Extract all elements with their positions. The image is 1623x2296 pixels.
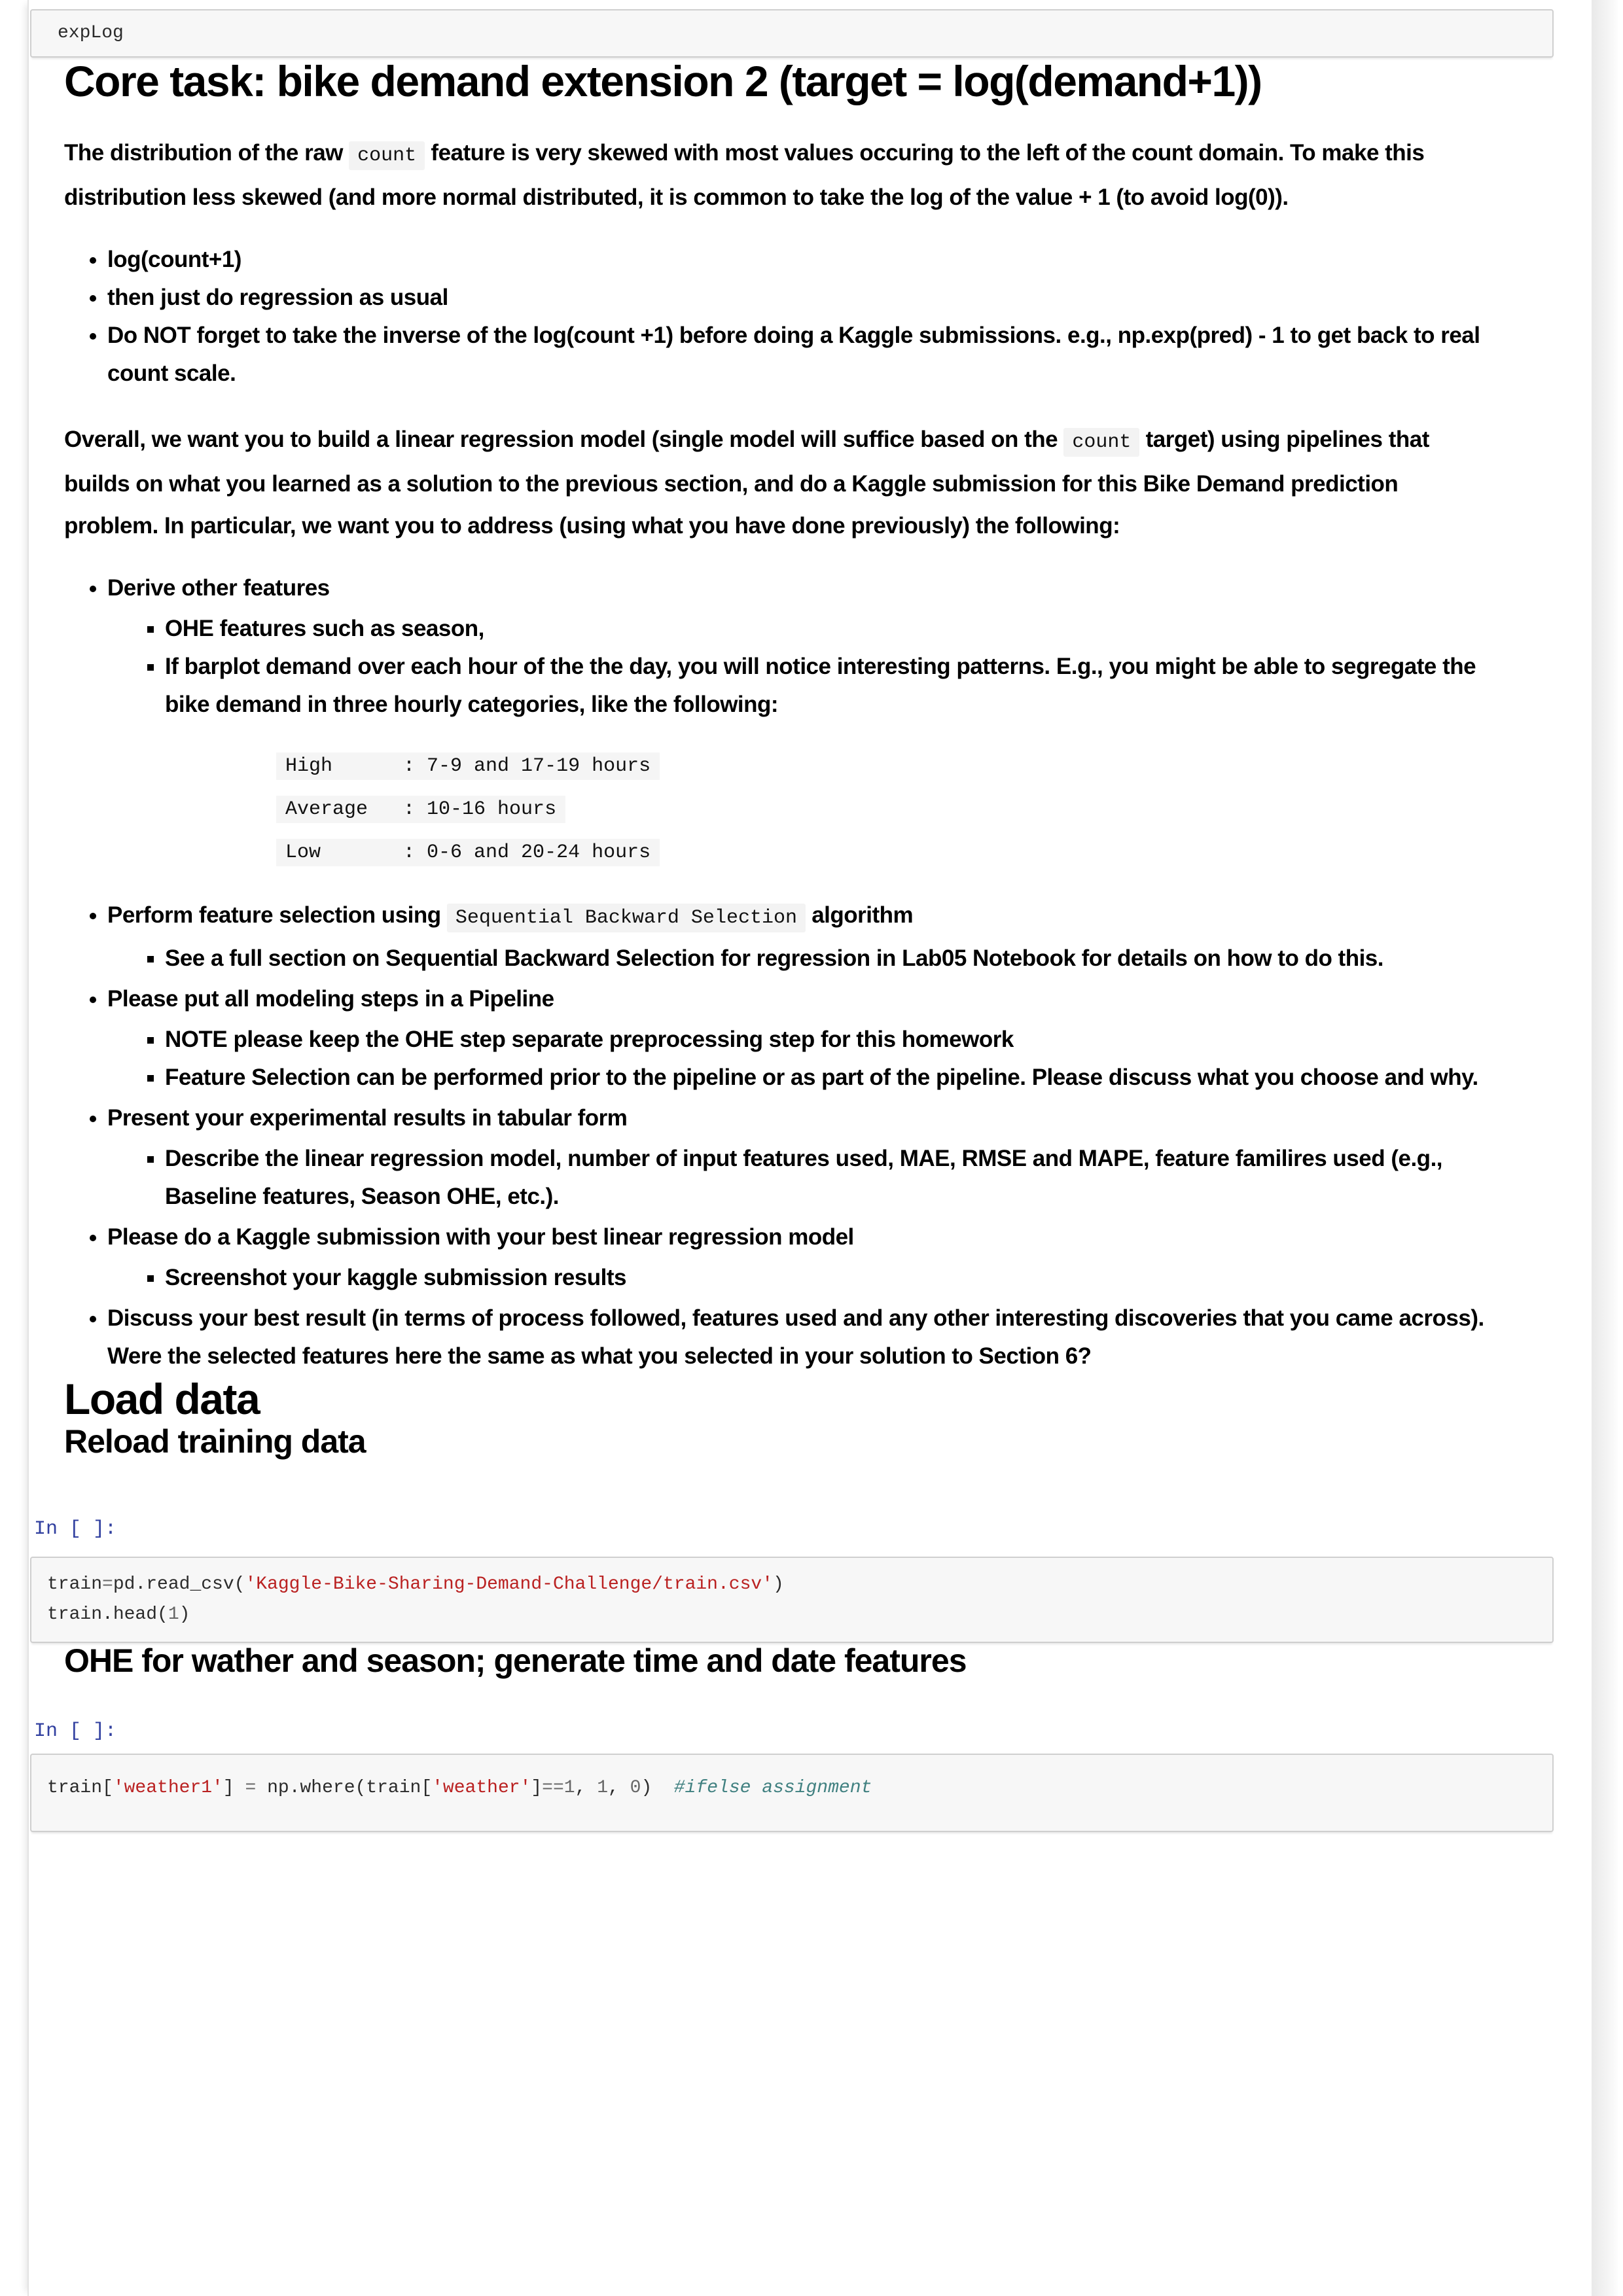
input-prompt: In [ ]: xyxy=(34,1720,117,1742)
code-token: , xyxy=(575,1777,597,1798)
code-input-area[interactable] xyxy=(30,9,1554,58)
list-item: ▪ See a full section on Sequential Backward Selection for regression in Lab05 Notebook for details on how to do this. xyxy=(165,940,1493,978)
code-line xyxy=(47,1773,1537,1803)
subsection-title-reload: Reload training data xyxy=(64,1422,366,1460)
list-item: ▪ Feature Selection can be performed prior to the pipeline or as part of the pipeline. Please discuss what you choose and why. xyxy=(165,1059,1493,1097)
code-token: , xyxy=(608,1777,630,1798)
code-token: np.where(train[ xyxy=(256,1777,433,1798)
text-run: Please put all modeling steps in a Pipeline xyxy=(107,985,554,1012)
notebook-container xyxy=(27,0,1592,2296)
code-token: train xyxy=(47,1574,103,1595)
markdown-cell-load-data xyxy=(64,1375,1493,1460)
list-item: • then just do regression as usual xyxy=(107,279,1493,317)
code-block-hour-categories xyxy=(276,752,1493,866)
code-string: 'weather' xyxy=(432,1777,531,1798)
list-item: ▪ NOTE please keep the OHE step separate preprocessing step for this homework xyxy=(165,1021,1493,1059)
list-item: ▪ Screenshot your kaggle submission results xyxy=(165,1259,1493,1297)
code-token: ] xyxy=(531,1777,543,1798)
input-prompt: In [ ]: xyxy=(34,1517,117,1540)
code-cell-read-csv xyxy=(30,1516,1592,1643)
code-input-area[interactable] xyxy=(30,1557,1554,1643)
code-block-text: Low : 0-6 and 20-24 hours xyxy=(276,839,660,866)
list-item-pipeline xyxy=(107,980,1493,1097)
text-run: target) using pipelines that builds on what you learned as a solution to the previous section, and do a Kaggle submission for this Bike Demand prediction problem. In particular, we want you to address (using what you have done previously) the following: xyxy=(64,426,1429,539)
markdown-cell-core-task xyxy=(64,58,1493,1375)
code-token: pd.read_csv( xyxy=(113,1574,245,1595)
text-run: Present your experimental results in tabular form xyxy=(107,1104,628,1131)
section-title-load-data: Load data xyxy=(64,1374,260,1423)
code-number: 1 xyxy=(563,1777,575,1798)
paragraph-overall xyxy=(64,419,1493,547)
code-number: 1 xyxy=(168,1604,179,1625)
list-item-feature-selection xyxy=(107,896,1493,978)
code-token: ) xyxy=(179,1604,190,1625)
text-run: feature is very skewed with most values occuring to the left of the count domain. To make this distribution less skewed (and more normal distributed, it is common to take the log of the value + 1 (to avoid log(0)). xyxy=(64,139,1425,210)
text-run: Overall, we want you to build a linear regression model (single model will suffice based on the xyxy=(64,426,1058,452)
text-run: The distribution of the raw xyxy=(64,139,343,166)
list-item-kaggle-submission xyxy=(107,1218,1493,1297)
code-comment: #ifelse assignment xyxy=(673,1777,872,1798)
code-cell-weather-ohe xyxy=(30,1718,1592,1832)
code-cell-explog xyxy=(30,9,1592,58)
text-run: Derive other features xyxy=(107,574,330,601)
sublist-derive xyxy=(107,610,1493,866)
code-number: 1 xyxy=(597,1777,609,1798)
code-token: ) xyxy=(641,1777,674,1798)
list-item: • log(count+1) xyxy=(107,241,1493,279)
code-block-line xyxy=(276,752,1493,780)
list-item-derive-features xyxy=(107,569,1493,866)
sublist-pipeline xyxy=(107,1021,1493,1097)
code-block-line xyxy=(276,796,1493,823)
list-item: ▪ OHE features such as season, xyxy=(165,610,1493,648)
code-block-text: Average : 10-16 hours xyxy=(276,796,565,823)
code-token: ) xyxy=(773,1574,784,1595)
code-operator: = xyxy=(102,1574,113,1595)
code-operator: = xyxy=(245,1777,257,1798)
code-number: 0 xyxy=(630,1777,641,1798)
code-line xyxy=(47,1600,1537,1630)
code-line xyxy=(58,18,1526,48)
subsection-title-ohe: OHE for wather and season; generate time and date features xyxy=(64,1642,967,1679)
code-operator: == xyxy=(542,1777,564,1798)
code-string: 'weather1' xyxy=(113,1777,223,1798)
list-item: ▪ Describe the linear regression model, number of input features used, MAE, RMSE and MAPE, feature familires used (e.g., Baseline features, Season OHE, etc.). xyxy=(165,1140,1493,1216)
code-string: 'Kaggle-Bike-Sharing-Demand-Challenge/train.csv' xyxy=(245,1574,773,1595)
list-item xyxy=(165,648,1493,866)
list-item: • Do NOT forget to take the inverse of the log(count +1) before doing a Kaggle submissions. e.g., np.exp(pred) - 1 to get back to real count scale. xyxy=(107,317,1493,393)
inline-code-sbs: Sequential Backward Selection xyxy=(447,904,806,932)
code-token: train[ xyxy=(47,1777,113,1798)
list-item-results-table xyxy=(107,1099,1493,1216)
inline-code-count: count xyxy=(349,141,425,170)
inline-code-count: count xyxy=(1063,428,1139,457)
text-run: Please do a Kaggle submission with your best linear regression model xyxy=(107,1224,854,1250)
code-block-line xyxy=(276,839,1493,866)
text-run: Perform feature selection using xyxy=(107,902,441,928)
text-run: algorithm xyxy=(812,902,914,928)
sublist-results xyxy=(107,1140,1493,1216)
code-input-area[interactable] xyxy=(30,1754,1554,1832)
code-token: train.head( xyxy=(47,1604,168,1625)
section-title-core-task: Core task: bike demand extension 2 (target = log(demand+1)) xyxy=(64,57,1262,105)
scrollbar-track[interactable] xyxy=(1592,0,1618,2296)
code-block-text: High : 7-9 and 17-19 hours xyxy=(276,752,660,780)
list-item-discuss: • Discuss your best result (in terms of process followed, features used and any other interesting discoveries that you came across). Were the selected features here the same as what you selected in your solution to Section 6? xyxy=(107,1299,1493,1375)
markdown-cell-ohe xyxy=(64,1643,1493,1679)
bullet-list-log-steps xyxy=(64,241,1493,393)
sublist-kaggle xyxy=(107,1259,1493,1297)
bullet-list-tasks xyxy=(64,569,1493,1375)
sublist-feature-selection xyxy=(107,940,1493,978)
code-line xyxy=(47,1570,1537,1600)
code-token: expLog xyxy=(58,23,124,43)
paragraph-distribution xyxy=(64,132,1493,219)
code-token: ] xyxy=(223,1777,245,1798)
text-run: If barplot demand over each hour of the the day, you will notice interesting patterns. E.g., you might be able to segregate the bike demand in three hourly categories, like the following: xyxy=(165,653,1476,717)
